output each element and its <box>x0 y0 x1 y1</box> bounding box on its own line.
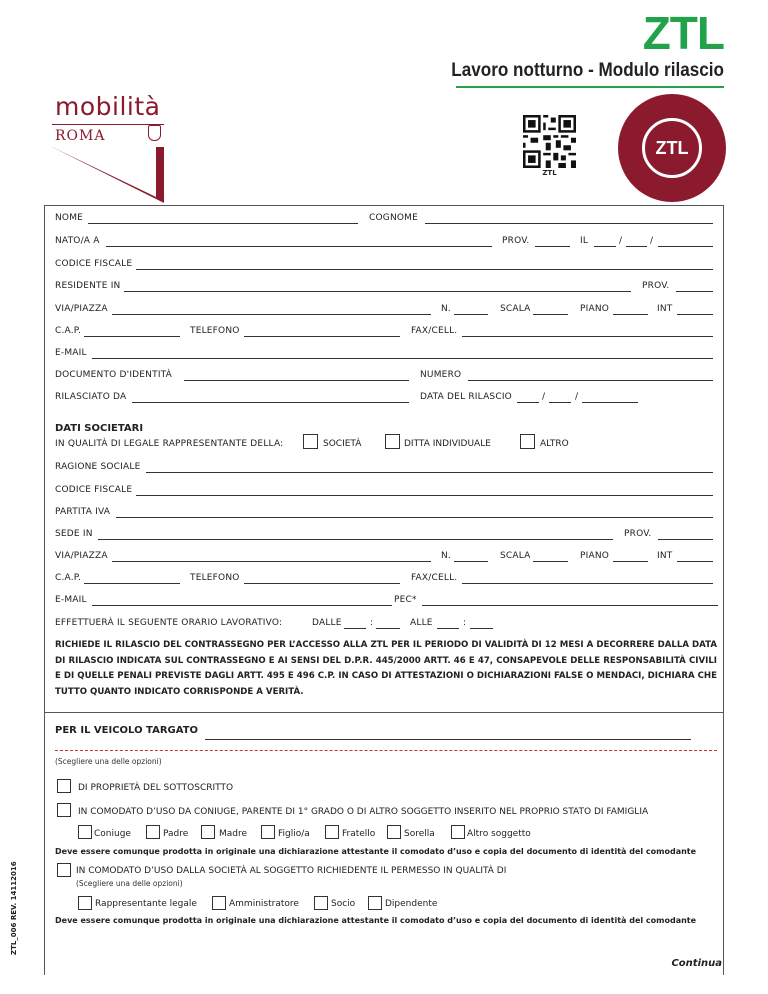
field-codice-fiscale-societa[interactable] <box>136 495 713 496</box>
label-telefono-sede: TELEFONO <box>190 573 240 583</box>
header-rule <box>456 86 724 88</box>
checkbox-dipendente[interactable] <box>368 896 382 910</box>
label-ditta-individuale: DITTA INDIVIDUALE <box>404 439 491 449</box>
field-int-sede[interactable] <box>677 561 713 562</box>
label-email: E-MAIL <box>55 348 87 358</box>
label-pec: PEC* <box>394 595 417 605</box>
label-coniuge: Coniuge <box>94 829 131 839</box>
checkbox-altro[interactable] <box>520 434 535 449</box>
checkbox-padre[interactable] <box>146 825 160 839</box>
label-scala-sede: SCALA <box>500 551 531 561</box>
field-cap[interactable] <box>84 336 180 337</box>
note-comodato-famiglia: Deve essere comunque prodotta in originale una dichiarazione attestante il comodato d’uso e copia del documento di identità del comodante <box>55 847 697 856</box>
field-telefono[interactable] <box>244 336 400 337</box>
form-revision-code: ZTL_006 REV. 14112016 <box>10 861 18 955</box>
field-targa[interactable] <box>205 739 691 740</box>
label-amministratore: Amministratore <box>229 899 299 909</box>
field-piano-sede[interactable] <box>613 561 648 562</box>
ztl-badge-icon <box>618 94 726 202</box>
label-il: IL <box>580 236 589 246</box>
continua-label: Continua <box>671 958 722 969</box>
label-codice-fiscale: CODICE FISCALE <box>55 259 133 269</box>
label-rilasciato-da: RILASCIATO DA <box>55 392 127 402</box>
logo-shape-icon <box>52 147 164 203</box>
time-colon: : <box>463 618 467 628</box>
label-civico: N. <box>441 304 451 314</box>
label-data-rilascio: DATA DEL RILASCIO <box>420 392 512 402</box>
label-figlio: Figlio/a <box>278 829 310 839</box>
label-madre: Madre <box>219 829 248 839</box>
label-padre: Padre <box>163 829 189 839</box>
field-dalle-minuti[interactable] <box>376 628 400 629</box>
label-piano-sede: PIANO <box>580 551 610 561</box>
time-colon: : <box>370 618 374 628</box>
label-partita-iva: PARTITA IVA <box>55 507 111 517</box>
label-codice-fiscale-societa: CODICE FISCALE <box>55 485 133 495</box>
declaration-text: RICHIEDE IL RILASCIO DEL CONTRASSEGNO PER L’ACCESSO ALLA ZTL PER IL PERIODO DI VALIDITÀ DI 12 MESI A DECORRERE DALLA DATA DI RILASCIO INDICATA SUL CONTRASSEGNO E AI SENSI DEL D.P.R. 445/2000 ARTT. 46 E 47, CONSAPEVOLE DELLE RESPONSABILITÀ CIVILI E DI QUELLE PENALI PREVISTE DAGLI ARTT. 495 E 496 C.P. IN CASO DI ATTESTAZIONI O DICHIARAZIONI FALSE O MENDACI, DICHIARA CHE TUTTO QUANTO INDICATO CORRISPONDE A VERITÀ. <box>55 640 717 697</box>
field-documento[interactable] <box>184 380 409 381</box>
dashed-divider <box>55 750 717 751</box>
field-giorno-rilascio[interactable] <box>517 402 539 403</box>
field-civico[interactable] <box>454 314 488 315</box>
field-mese-nascita[interactable] <box>626 246 647 247</box>
field-partita-iva[interactable] <box>116 517 713 518</box>
section-divider <box>44 712 724 713</box>
label-sorella: Sorella <box>404 829 435 839</box>
label-altro: ALTRO <box>540 439 569 449</box>
brand-title: ZTL <box>642 7 724 59</box>
field-codice-fiscale[interactable] <box>136 269 713 270</box>
ztl-badge-text: ZTL <box>642 118 702 178</box>
checkbox-madre[interactable] <box>201 825 215 839</box>
field-alle-ore[interactable] <box>437 628 459 629</box>
field-fax[interactable] <box>462 336 713 337</box>
label-societa: SOCIETÀ <box>323 439 362 449</box>
label-sede-in: SEDE IN <box>55 529 93 539</box>
field-dalle-ore[interactable] <box>344 628 366 629</box>
vehicle-hint-roles: (Scegliere una delle opzioni) <box>76 879 183 888</box>
field-via-piazza[interactable] <box>112 314 431 315</box>
field-rilasciato-da[interactable] <box>132 402 409 403</box>
field-prov-nascita[interactable] <box>535 246 570 247</box>
checkbox-proprieta[interactable] <box>57 779 71 793</box>
field-pec[interactable] <box>422 605 718 606</box>
label-dalle: DALLE <box>312 618 342 628</box>
field-anno-rilascio[interactable] <box>582 402 638 403</box>
field-prov-residenza[interactable] <box>676 291 713 292</box>
field-sede-in[interactable] <box>98 539 613 540</box>
label-fratello: Fratello <box>342 829 376 839</box>
field-prov-sede[interactable] <box>658 539 713 540</box>
label-nato-a: NATO/A A <box>55 236 100 246</box>
field-residente-in[interactable] <box>124 291 631 292</box>
field-email-sede[interactable] <box>92 605 392 606</box>
field-ragione-sociale[interactable] <box>146 472 713 473</box>
field-numero-documento[interactable] <box>468 380 713 381</box>
logo-divider <box>52 124 164 125</box>
checkbox-societa[interactable] <box>303 434 318 449</box>
label-via-piazza-sede: VIA/PIAZZA <box>55 551 108 561</box>
label-telefono: TELEFONO <box>190 326 240 336</box>
field-scala-sede[interactable] <box>533 561 568 562</box>
label-cap-sede: C.A.P. <box>55 573 82 583</box>
label-comodato-famiglia: IN COMODATO D’USO DA CONIUGE, PARENTE DI 1° GRADO O DI ALTRO SOGGETTO INSERITO NEL PROPRIO STATO DI FAMIGLIA <box>78 807 649 817</box>
checkbox-comodato-societa[interactable] <box>57 863 71 877</box>
date-slash: / <box>575 392 579 402</box>
date-slash: / <box>650 236 654 246</box>
logo-city: ROMA <box>55 128 106 144</box>
qr-label: ZTL <box>542 169 557 177</box>
vehicle-hint: (Scegliere una delle opzioni) <box>55 757 162 766</box>
label-prov-sede: PROV. <box>624 529 652 539</box>
label-via-piazza: VIA/PIAZZA <box>55 304 108 314</box>
label-residente-in: RESIDENTE IN <box>55 281 121 291</box>
date-slash: / <box>542 392 546 402</box>
field-cap-sede[interactable] <box>84 583 180 584</box>
checkbox-rappresentante-legale[interactable] <box>78 896 92 910</box>
checkbox-ditta-individuale[interactable] <box>385 434 400 449</box>
field-giorno-nascita[interactable] <box>594 246 616 247</box>
label-altro-soggetto: Altro soggetto <box>467 829 531 839</box>
label-rappresentante-legale: Rappresentante legale <box>95 899 197 909</box>
checkbox-comodato-famiglia[interactable] <box>57 803 71 817</box>
checkbox-figlio[interactable] <box>261 825 275 839</box>
label-dipendente: Dipendente <box>385 899 438 909</box>
label-comodato-societa: IN COMODATO D’USO DALLA SOCIETÀ AL SOGGETTO RICHIEDENTE IL PERMESSO IN QUALITÀ DI <box>76 866 507 876</box>
field-scala[interactable] <box>533 314 568 315</box>
checkbox-altro-soggetto[interactable] <box>451 825 465 839</box>
label-proprieta: DI PROPRIETÀ DEL SOTTOSCRITTO <box>78 783 234 793</box>
label-piano: PIANO <box>580 304 610 314</box>
form-subtitle: Lavoro notturno - Modulo rilascio <box>451 60 724 81</box>
field-nato-a[interactable] <box>106 246 492 247</box>
checkbox-socio[interactable] <box>314 896 328 910</box>
field-fax-sede[interactable] <box>462 583 713 584</box>
checkbox-fratello[interactable] <box>325 825 339 839</box>
label-ragione-sociale: RAGIONE SOCIALE <box>55 462 141 472</box>
label-cap: C.A.P. <box>55 326 82 336</box>
label-cognome: COGNOME <box>369 213 419 223</box>
label-prov-residenza: PROV. <box>642 281 670 291</box>
note-comodato-societa: Deve essere comunque prodotta in originale una dichiarazione attestante il comodato d’uso e copia del documento di identità del comodante <box>55 916 697 925</box>
section-title-dati-societari: DATI SOCIETARI <box>55 423 144 434</box>
label-nome: NOME <box>55 213 84 223</box>
date-slash: / <box>619 236 623 246</box>
mobilita-logo-text: mobilità <box>55 92 161 121</box>
label-numero: NUMERO <box>420 370 462 380</box>
form-container <box>44 205 724 975</box>
field-civico-sede[interactable] <box>454 561 488 562</box>
field-cognome[interactable] <box>425 223 713 224</box>
label-fax: FAX/CELL. <box>411 326 458 336</box>
label-documento: DOCUMENTO D'IDENTITÀ <box>55 370 173 380</box>
field-mese-rilascio[interactable] <box>549 402 571 403</box>
label-socio: Socio <box>331 899 356 909</box>
label-email-sede: E-MAIL <box>55 595 87 605</box>
label-int: INT <box>657 304 673 314</box>
field-int[interactable] <box>677 314 713 315</box>
vehicle-section-title: PER IL VEICOLO TARGATO <box>55 725 199 736</box>
label-fax-sede: FAX/CELL. <box>411 573 458 583</box>
field-telefono-sede[interactable] <box>244 583 400 584</box>
field-piano[interactable] <box>613 314 648 315</box>
field-email[interactable] <box>92 358 713 359</box>
label-alle: ALLE <box>410 618 433 628</box>
qr-code-icon <box>523 115 576 168</box>
field-nome[interactable] <box>88 223 358 224</box>
field-via-piazza-sede[interactable] <box>112 561 431 562</box>
checkbox-amministratore[interactable] <box>212 896 226 910</box>
label-prov-nascita: PROV. <box>502 236 530 246</box>
label-orario: EFFETTUERÀ IL SEGUENTE ORARIO LAVORATIVO: <box>55 618 283 628</box>
label-in-qualita: IN QUALITÀ DI LEGALE RAPPRESENTANTE DELLA: <box>55 439 284 449</box>
label-civico-sede: N. <box>441 551 451 561</box>
field-anno-nascita[interactable] <box>658 246 713 247</box>
label-int-sede: INT <box>657 551 673 561</box>
checkbox-sorella[interactable] <box>387 825 401 839</box>
label-scala: SCALA <box>500 304 531 314</box>
checkbox-coniuge[interactable] <box>78 825 92 839</box>
roma-crest-icon <box>148 125 161 141</box>
field-alle-minuti[interactable] <box>470 628 493 629</box>
